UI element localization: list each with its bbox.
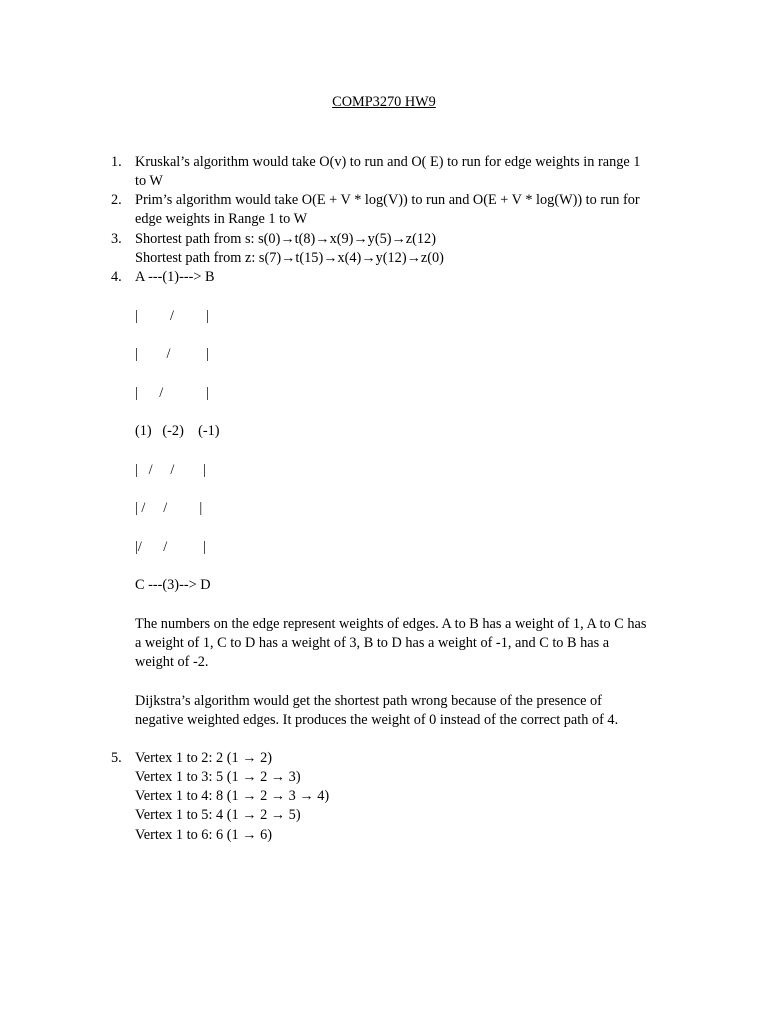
item-1-line-2: to W [135,173,163,189]
item-2-line-2: edge weights in Range 1 to W [135,211,308,227]
item-1-line-1: Kruskal’s algorithm would take O(v) to run and O( E) to run for edge weights in range 1 [135,154,641,170]
graph-line-8: |/ / | [135,539,206,555]
graph-line-2: | / | [135,308,210,324]
page-title: COMP3270 HW9 [332,94,436,110]
vertex-path-5: Vertex 1 to 6: 6 (1 → 6) [135,827,272,843]
item-number-1: 1. [111,154,122,170]
edge-weights-paragraph-line-2: a weight of 1, C to D has a weight of 3, B to D has a weight of -1, and C to B has a [135,635,610,651]
item-number-5: 5. [111,750,122,766]
graph-line-3: | / | [135,346,210,362]
dijkstra-paragraph-line-2: negative weighted edges. It produces the weight of 0 instead of the correct path of 4. [135,712,619,728]
vertex-path-3: Vertex 1 to 4: 8 (1 → 2 → 3 → 4) [135,788,330,804]
graph-line-7: | / / | [135,500,203,516]
edge-weights-paragraph-line-1: The numbers on the edge represent weights of edges. A to B has a weight of 1, A to C has [135,616,647,632]
item-2-line-1: Prim’s algorithm would take O(E + V * log(V)) to run and O(E + V * log(W)) to run for [135,192,640,208]
item-3-line-2: Shortest path from z: s(7)→t(15)→x(4)→y(12)→z(0) [135,250,444,266]
dijkstra-paragraph-line-1: Dijkstra’s algorithm would get the shortest path wrong because of the presence of [135,693,602,709]
item-3-line-1: Shortest path from s: s(0)→t(8)→x(9)→y(5)→z(12) [135,231,436,247]
graph-line-6: | / / | [135,462,206,478]
edge-weights-paragraph-line-3: weight of -2. [135,654,209,670]
item-number-2: 2. [111,192,122,208]
graph-line-4: | / | [135,385,210,401]
item-number-4: 4. [111,269,122,285]
graph-line-1: A ---(1)---> B [135,269,215,285]
item-number-3: 3. [111,231,122,247]
graph-line-5: (1) (-2) (-1) [135,423,220,439]
graph-line-9: C ---(3)--> D [135,577,211,593]
vertex-path-1: Vertex 1 to 2: 2 (1 → 2) [135,750,272,766]
vertex-path-2: Vertex 1 to 3: 5 (1 → 2 → 3) [135,769,301,785]
vertex-path-4: Vertex 1 to 5: 4 (1 → 2 → 5) [135,807,301,823]
